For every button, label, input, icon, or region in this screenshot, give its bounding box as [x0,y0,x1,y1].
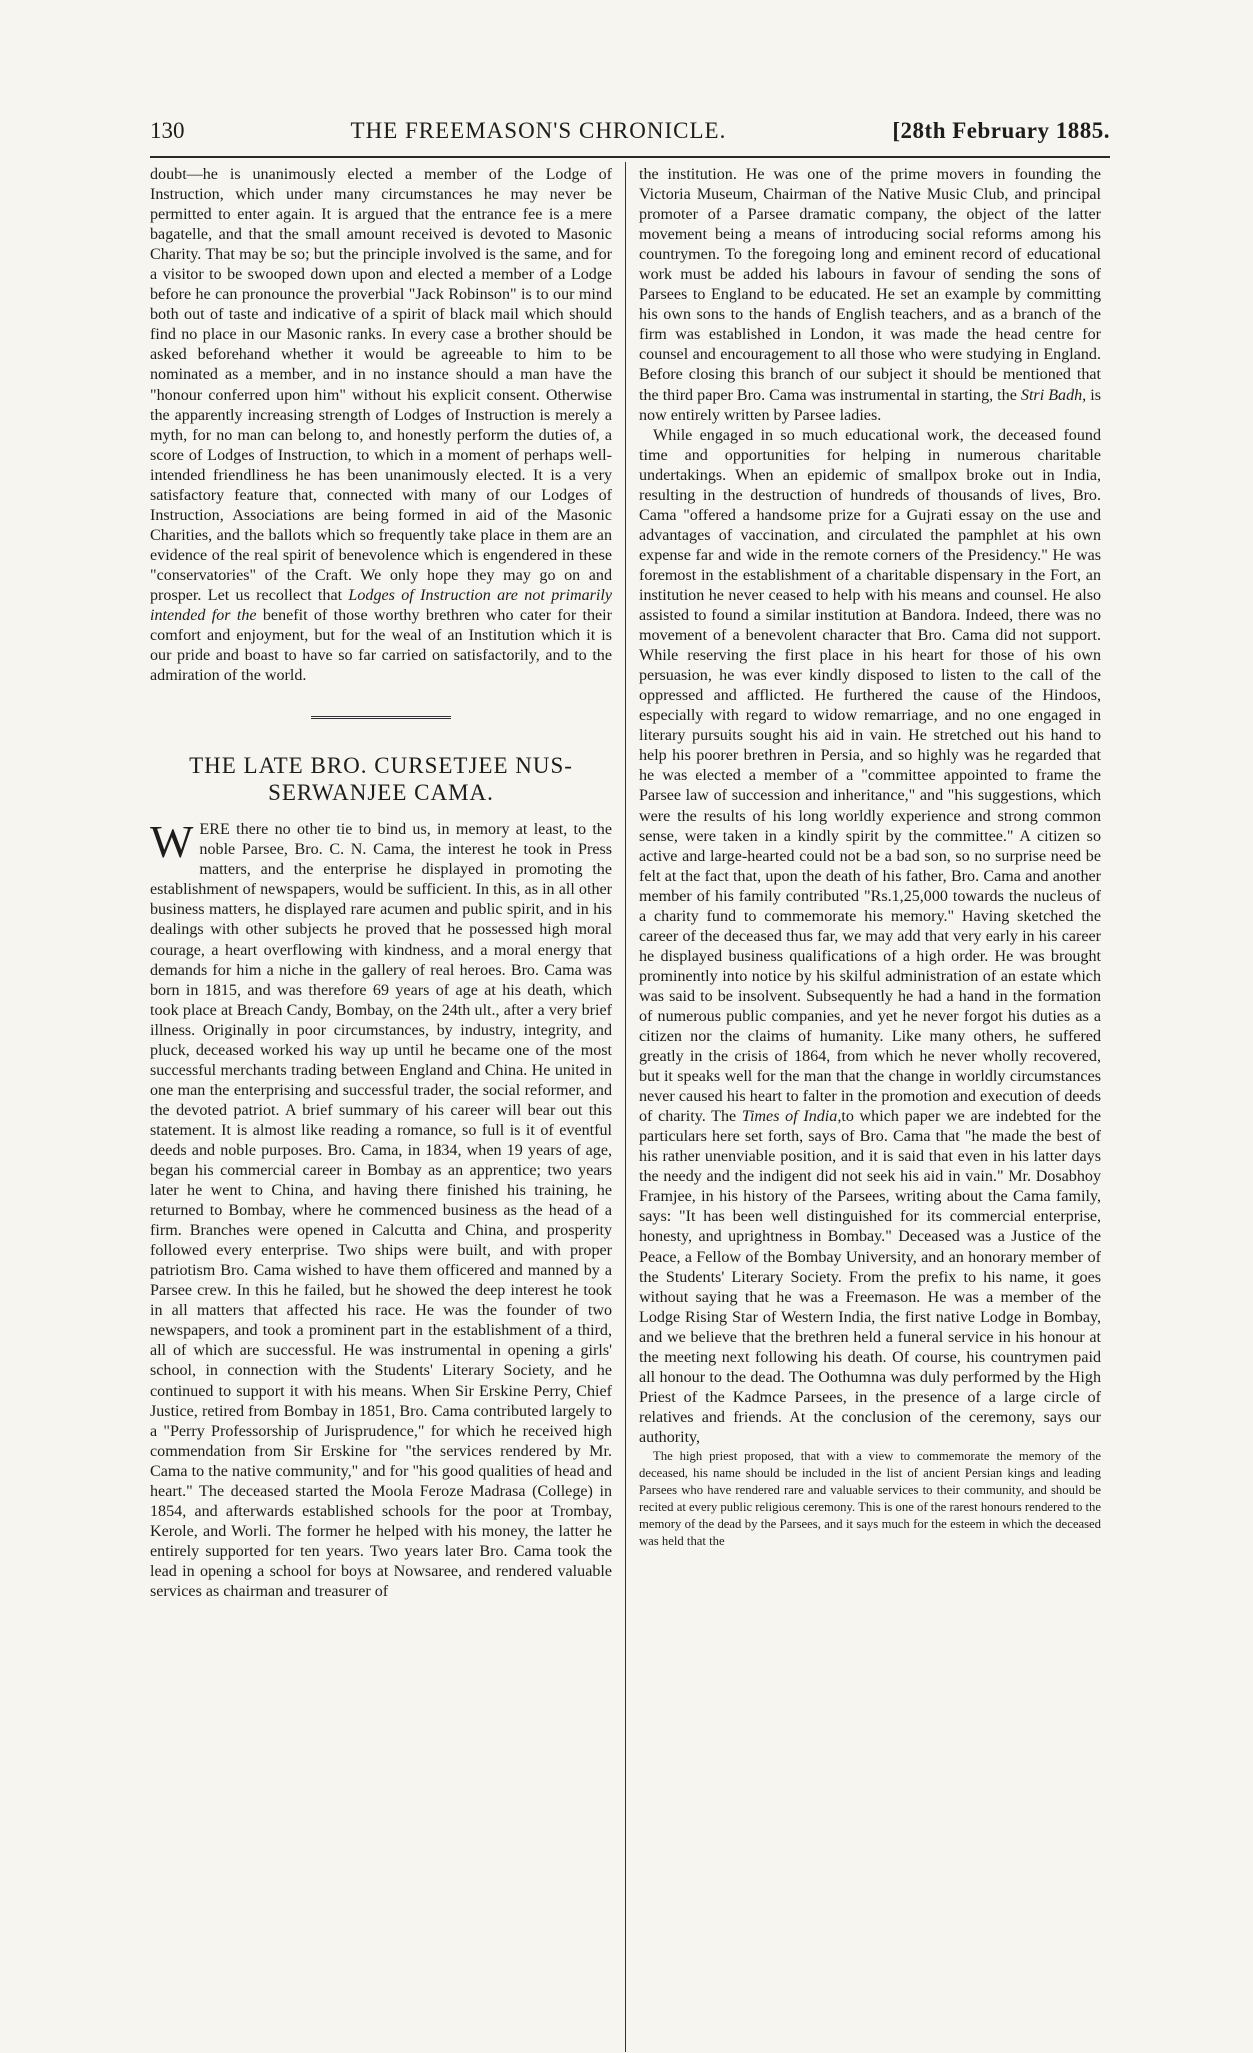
column-divider [625,162,626,2052]
drop-cap: W [150,816,194,868]
italic-phrase: Lodges of Instruction are not primarily intended for the [150,586,612,625]
article-title [150,752,612,806]
article-text: is now entirely written by Parsee ladies. [639,386,1101,424]
article-text: ERE there no other tie to bind us, in memory at least, to the noble Parsee, Bro. C. N. Cama, the interest he took in Press matters, and the enterprise he displayed in promoting the establishment of newspapers, would be sufficient. In this, as in all other business matters, he displayed rare acumen and public spirit, and in his dealings with other subjects he proved that he possessed high moral courage, a heart overflowing with kindness, and a moral energy that demands for him a niche in the gallery of real heroes. Bro. Cama was born in 1815, and was therefore 69 years of age at his death, which took place at Breach Candy, Bombay, on the 24th ult., after a very brief illness. Originally in poor circumstances, by industry, integrity, and pluck, deceased worked his way up until he became one of the most successful merchants trading between England and China. He united in one man the enterprising and successful trader, the social reformer, and the devoted patriot. A brief summary of his career will bear out this statement. It is almost like reading a romance, so full is it of eventful deeds and noble purposes. Bro. Cama, in 1834, when 19 years of age, began his commercial career in Bombay as an apprentice; two years later he went to China, and having there finished his training, he returned to Bombay, where he commenced business as the head of a firm. Branches were opened in Calcutta and China, and prosperity followed every enterprise. Two ships were built, and with proper patriotism Bro. Cama wished to have them officered and manned by a Parsee crew. In this he failed, but he showed the deep interest he took in all matters that affected his race. He was the founder of two newspapers, and took a prominent part in the establishment of a third, all of which are successful. He was instrumental in opening a girls' school, in connection with the Students' Literary Society, and he continued to support it with his means. When Sir Erskine Perry, Chief Justice, retired from Bombay in 1851, Bro. Cama contributed largely to a "Perry Professorship of Jurisprudence," for which he received high commendation from Sir Erskine for "the services rendered by Mr. Cama to the native community," and for "his good qualities of head and heart." The deceased started the Moola Feroze Madrasa (College) in 1854, and afterwards established schools for the poor at Trombay, Kerole, and Worli. The former he helped with his money, the latter he entirely supported for ten years. Two years later Bro. Cama took the lead in opening a school for boys at Nowsaree, and rendered valuable services as chairman and treasurer of [150,821,612,1600]
article-paragraph [639,426,1101,1448]
continued-text: doubt—he is unanimously elected a member of the Lodge of Instruction, which under many circumstances he may never be permitted to enter again. It is argued that the entrance fee is a mere bagatelle, and that the small amount received is devoted to Masonic Charity. That may be so; but the principle involved is the same, and for a visitor to be swooped down upon and elected a member of a Lodge before he can pronounce the proverbial "Jack Robinson" is to our mind both out of taste and indicative of a spirit of black mail which should find no place in our Masonic ranks. In every case a brother should be asked beforehand whether it would be agreeable to him to be nominated as a member, and in no instance should a man have the "honour conferred upon him" without his explicit consent. Otherwise the apparently increasing strength of Lodges of Instruction is merely a myth, for no man can belong to, and honestly perform the duties of, a score of Lodges of Instruction, to which in a moment of perhaps well-intended friendliness he has been unanimously elected. It is a very satisfactory feature that, connected with many of our Lodges of Instruction, Associations are being formed in aid of the Masonic Charities, and the ballots which so frequently take place in them are an evidence of the real spirit of benevolence which is engendered in these "conservatories" of the Craft. We only hope they may go on and prosper. Let us recollect that [150,166,612,604]
article-text: to which paper we are indebted for the particulars here set forth, says of Bro. Cama that "he made the best of his rather unenviable position, and it is said that even in his latter days the needy and the indigent did not seek his aid in vain." Mr. Dosabhoy Framjee, in his history of the Parsees, writing about the Cama family, says: "It has been well distinguished for its commercial enterprise, honesty, and uprightness in Bombay." Deceased was a Justice of the Peace, a Fellow of the Bombay University, and an honorary member of the Students' Literary Society. From the prefix to his name, it goes without saying that he was a Freemason. He was a member of the Lodge Rising Star of Western India, the first native Lodge in Bombay, and we believe that the brethren held a funeral service in his honour at the meeting next following his death. Of course, his countrymen paid all honour to the dead. The Oothumna was duly performed by the High Priest of the Kadmce Parsees, in the presence of a large circle of relatives and friends. At the conclusion of the ceremony, says our authority, [639,1108,1102,1446]
continued-text-end: benefit of those worthy brethren who cater for their comfort and enjoyment, but for the weal of an Institution which it is our pride and boast to have so far carried on satisfactorily, and to the admiration of the world. [150,607,613,685]
italic-title: Stri Badh, [1020,386,1087,404]
continued-paragraph [150,165,612,686]
page-number: 130 [150,118,185,143]
issue-date: [28th February 1885. [892,118,1110,143]
article-text: While engaged in so much educational work, the deceased found time and opportunities for helping in numerous charitable undertakings. When an epidemic of smallpox broke out in India, resulting in the destruction of hundreds of thousands of lives, Bro. Cama "offered a handsome prize for a Gujrati essay on the use and advantages of vaccination, and circulated the pamphlet at his own expense far and wide in the remote corners of the Presidency." He was foremost in the establishment of a charitable dispensary in the Fort, an institution he never ceased to help with his means and counsel. He also assisted to found a similar institution at Bandora. Indeed, there was no movement of a benevolent character that Bro. Cama did not support. While reserving the first place in his heart for those of his own persuasion, he was ever kindly disposed to listen to the call of the oppressed and afflicted. He furthered the cause of the Hindoos, especially with regard to widow remarriage, and no one engaged in literary pursuits sought his aid in vain. He stretched out his hand to help his poorer brethren in Persia, and so highly was he regarded that he was elected a member of a "committee appointed to frame the Parsee law of succession and inheritance," and "his suggestions, which were the results of his long worldly experience and strong common sense, were taken in a kindly spirit by the committee." A citizen so active and large-hearted could not be a bad son, so no surprise need be felt at the fact that, upon the death of his father, Bro. Cama and another member of his family contributed "Rs.1,25,000 towards the nucleus of a charity fund to commemorate his memory." Having sketched the career of the deceased thus far, we may add that very early in his career he displayed business qualifications of a high order. He was brought prominently into notice by his skilful administration of an estate which was said to be insolvent. Subsequently he had a hand in the formation of numerous public companies, and yet he never forgot his duties as a citizen nor the claims of humanity. Like many others, he suffered greatly in the crisis of 1864, from which he never wholly recovered, but it speaks well for the man that the change in worldly circumstances never caused his heart to falter in the promotion and execution of deeds of charity. The [639,426,1101,1126]
header-rule [150,156,1110,158]
masthead: THE FREEMASON'S CHRONICLE. [350,118,727,143]
section-separator [311,716,451,722]
page-header [150,118,1110,154]
italic-title: Times of India, [741,1108,842,1126]
article-title-line: SERWANJEE CAMA. [268,780,494,806]
article-text: the institution. He was one of the prime movers in founding the Victoria Museum, Chairman of the Native Music Club, and principal promoter of a Parsee dramatic company, the object of the latter movement being a means of introducing social reforms among his countrymen. To the foregoing long and eminent record of educational work must be added his labours in favour of sending the sons of Parsees to England to be educated. He set an example by committing his own sons to the hands of English teachers, and as a branch of the firm was established in London, it was made the head centre for counsel and encouragement to all those who were studying in England. Before closing this branch of our subject it should be mentioned that the third paper Bro. Cama was instrumental in starting, the [639,166,1101,404]
left-column [150,165,612,1602]
article-paragraph [150,816,612,1602]
block-quote: The high priest proposed, that with a view to commemorate the memory of the deceased, his name should be included in the list of ancient Persian kings and leading Parsees who have rendered rare and valuable services to their community, and should be recited at every public religious ceremony. This is one of the rarest honours rendered to the memory of the dead by the Parsees, and it says much for the esteem in which the deceased was held that the [639,1449,1101,1548]
article-title-line: THE LATE BRO. CURSETJEE NUS- [189,753,573,779]
right-column [639,165,1101,1550]
article-paragraph [639,165,1101,426]
